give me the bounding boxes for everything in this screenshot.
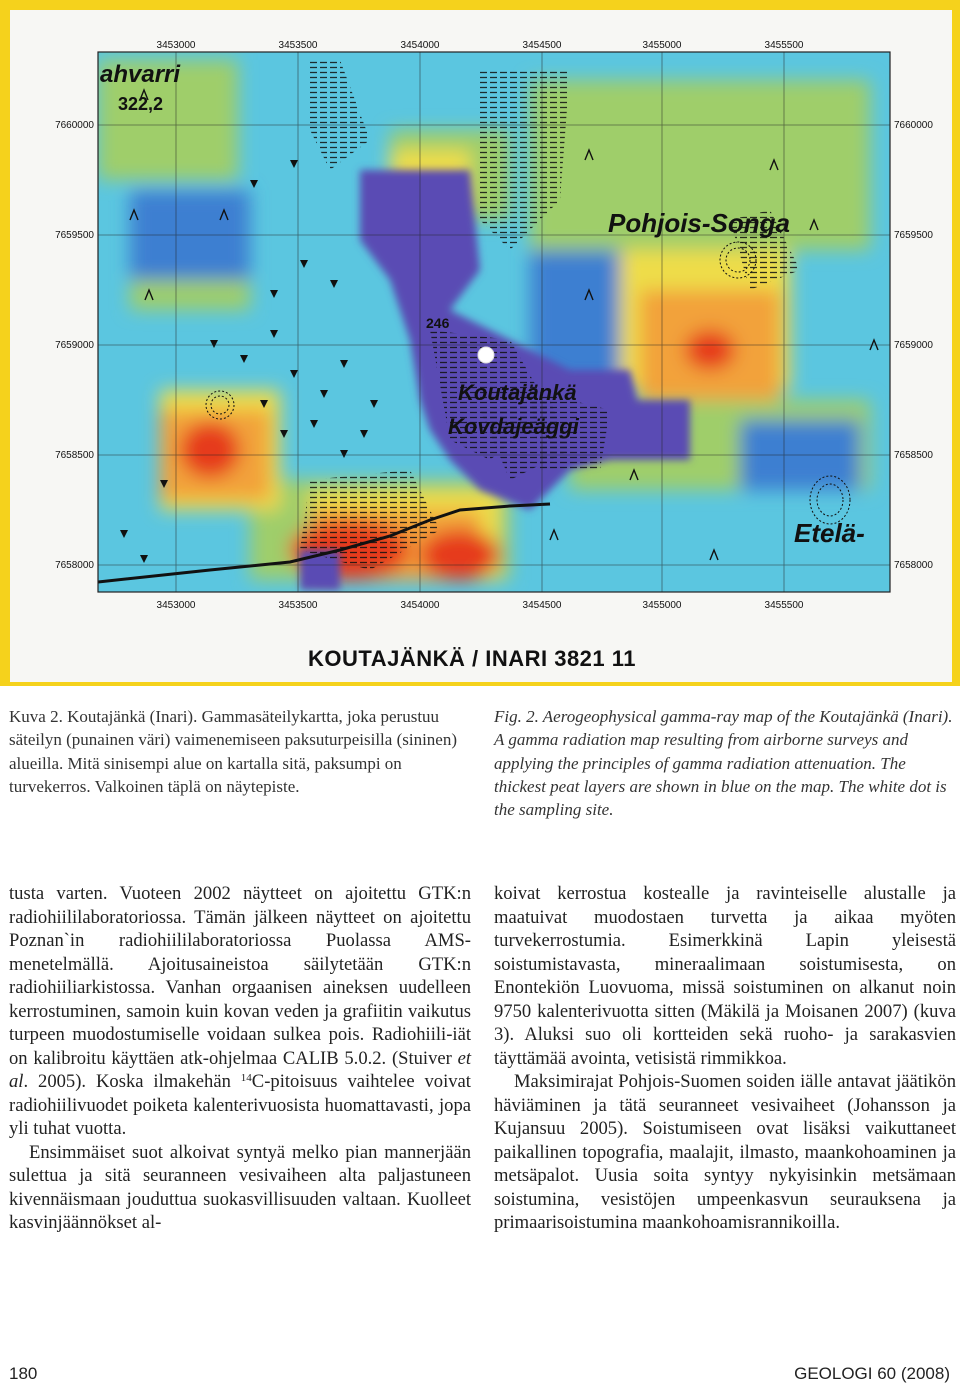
- x-tick-top: 3453000: [156, 40, 196, 51]
- label-elevation-mid: 246: [426, 315, 450, 331]
- paragraph: Maksimirajat Pohjois-Suomen soiden iälle antavat jäätikön häviäminen ja tätä seuranneet vesivaiheet (Johansson ja Kujansuu 2005). Soistumiseen ovat lisäksi vaikuttaneet paikallinen topografia, maalajit, ilmasto, maankohoaminen ja metsäpalot. Uusia soita syntyy nykyisinkin metsämaan soistumina, vesistöjen umpeenkasvun seurauksena ja primaarisoistumina maankohoamisrannikoilla.: [494, 1071, 956, 1233]
- x-tick-bottom: 3455500: [764, 600, 804, 611]
- figure-frame: [0, 0, 960, 686]
- figure-caption-english: Fig. 2. Aerogeophysical gamma-ray map of the Koutajänkä (Inari). A gamma radiation map resulting from airborne surveys and applying the principles of gamma radiation attenuation. The thickest peat layers are shown in blue on the map. The white dot is the sampling site.: [494, 707, 953, 820]
- y-tick-right: 7658000: [894, 560, 933, 571]
- label-elevation-top: 322,2: [118, 94, 164, 114]
- text-column-right: [494, 882, 956, 1235]
- paragraph: tusta varten. Vuoteen 2002 näytteet on ajoitettu GTK:n radiohiililaboratoriossa. Tämän jälkeen näytteet on ajoitettu Poznan`in radiohiililaboratoriossa Puolassa AMS-menetelmällä. Ajoitusaineistoa säilytetään GTK:n radiohiiliarkistossa. Vanhan orgaanisen aineksen uudelleen kerrostuminen, samoin kuin kovan veden ja grafiitin vaikutus turpeen muodostumiselle voidaan sulkea pois. Radiohiili-iät on kalibroitu käyttäen atk-ohjelmaa CALIB 5.0.2. (Stuiver et al. 2005). Koska ilmakehän $^{14}$C-pitoisuus vaihtelee voivat radiohiilivuodet poiketa kalenterivuosista huomattavasti, jopa yli tuhat vuotta.: [9, 883, 471, 1139]
- x-tick-bottom: 3453500: [278, 600, 318, 611]
- label-top-left: ahvarri: [100, 61, 181, 88]
- y-tick-right: 7659000: [894, 340, 933, 351]
- radiation-raster: [98, 52, 890, 592]
- x-tick-top: 3455500: [764, 40, 804, 51]
- x-tick-bottom: 3454000: [400, 600, 440, 611]
- y-tick-left: 7658000: [55, 560, 94, 571]
- label-south-area: Etelä-: [794, 518, 865, 548]
- label-site-fi: Koutajänkä: [458, 380, 577, 405]
- journal-reference: GEOLOGI 60 (2008): [794, 1364, 950, 1383]
- sampling-site-dot: [478, 347, 494, 363]
- gamma-ray-map: [10, 10, 952, 682]
- paragraph: koivat kerrostua kostealle ja ravinteiselle alustalle ja maatuivat muodostaen turvetta ja aikaa myöten turvekerrostumia. Esimerkkinä Lapin yleisestä soistumistavasta, mineraalimaan soistumisesta, on Enontekiön Luovuoma, missä soistuminen on alkanut noin 9750 kalenterivuotta sitten (Mäkilä ja Moisanen 2007) (kuva 3). Aluksi suo oli kortteiden sekä ruoho- ja sarakasvien täyttämää avointa, vetisistä rimmikkoa.: [494, 883, 956, 1069]
- label-north-area: Pohjois-Songa: [608, 208, 790, 238]
- y-tick-right: 7659500: [894, 230, 933, 241]
- x-tick-top: 3455000: [642, 40, 682, 51]
- y-tick-left: 7658500: [55, 450, 94, 461]
- figure-caption-finnish: Kuva 2. Koutajänkä (Inari). Gammasäteilykartta, joka perustuu säteilyn (punainen väri) vaimenemiseen paksuturpeisilla (sininen) alueilla. Mitä sinisempi alue on kartalla sitä, paksumpi on turvekerros. Valkoinen täplä on näytepiste.: [9, 707, 458, 796]
- x-tick-top: 3453500: [278, 40, 318, 51]
- x-tick-bottom: 3453000: [156, 600, 196, 611]
- label-site-sami: Kovdajeäggi: [448, 414, 579, 439]
- y-tick-right: 7660000: [894, 120, 933, 131]
- gamma-ray-map-image: [10, 10, 952, 682]
- y-tick-left: 7659500: [55, 230, 94, 241]
- y-tick-left: 7659000: [55, 340, 94, 351]
- y-tick-left: 7660000: [55, 120, 94, 131]
- y-tick-right: 7658500: [894, 450, 933, 461]
- x-tick-top: 3454500: [522, 40, 562, 51]
- x-tick-bottom: 3455000: [642, 600, 682, 611]
- text-column-left: [9, 882, 471, 1235]
- map-title: KOUTAJÄNKÄ / INARI 3821 11: [308, 646, 637, 671]
- x-tick-bottom: 3454500: [522, 600, 562, 611]
- page-number: 180: [9, 1364, 38, 1383]
- x-tick-top: 3454000: [400, 40, 440, 51]
- paragraph: Ensimmäiset suot alkoivat syntyä melko pian mannerjään sulettua ja sitä seuranneen vesivaiheen alta paljastuneen kivennäismaan jouduttua suokasvillisuuden valtaan. Kuolleet kasvinjäännökset al-: [9, 1141, 471, 1233]
